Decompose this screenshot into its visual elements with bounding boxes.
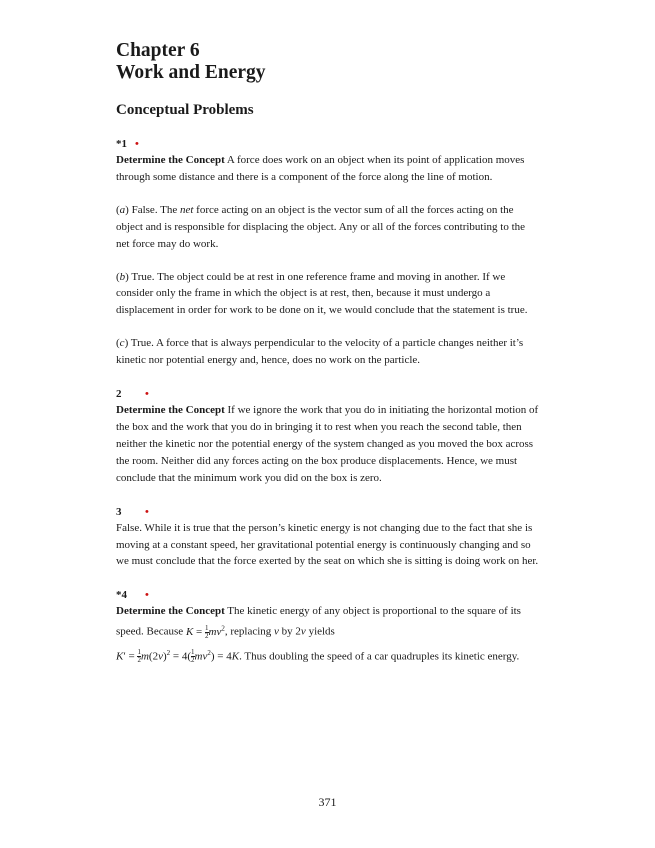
problem-paragraph: (a) False. The net force acting on an object is the vector sum of all the forces acting on the object and is responsible for displacing the object. Any or all of the forces contributing to the net force may do work.: [116, 203, 526, 250]
chapter-number: Chapter 6: [116, 40, 200, 61]
problem-paragraph: (b) True. The object could be at rest in one reference frame and moving in another. If we consider only the frame in which the object is at rest, then, because it must undergo a displacement in order for work to be done on it, we would conclude that the statement is true.: [116, 270, 528, 317]
problem-2: [116, 386, 540, 487]
section-title: Conceptual Problems: [116, 102, 254, 118]
problem-number: 2 •: [116, 388, 149, 401]
problem-paragraph: Determine the Concept If we ignore the work that you do in initiating the horizontal motion of the box and the work that you do in bringing it to rest when you reach the second table, then neither the kinetic nor the potential energy of the system changed as you moved the box across the room. Neither did any forces acting on the box produce displacements. Hence, we must conclude that the minimum work you did on the box is zero.: [116, 404, 539, 484]
difficulty-dot-icon: •: [135, 138, 139, 150]
difficulty-dot-icon: •: [145, 388, 149, 401]
problem-paragraph: Determine the Concept A force does work on an object when its point of application moves through some distance and there is a component of the force along the line of motion.: [116, 154, 525, 183]
page-number: 371: [318, 795, 337, 809]
difficulty-dot-icon: •: [145, 589, 149, 602]
kinetic-energy-formula: K = $\frac{1}{2}$ $mv^2$: [185, 623, 225, 640]
problem-3: [116, 504, 540, 571]
problem-paragraph: False. While it is true that the person’s kinetic energy is not changing due to the fact that she is moving at a constant speed, her gravitational potential energy is continuously changing and so we must conclude that the force exerted by the seat on which she is sitting is doing work on her.: [116, 521, 539, 568]
document-page: [116, 40, 540, 666]
problem-paragraph: (c) True. A force that is always perpendicular to the velocity of a particle changes neither it’s kinetic nor potential energy and, hence, does no work on the particle.: [116, 337, 524, 367]
problem-4: [116, 587, 540, 666]
problem-number: 3 •: [116, 505, 149, 518]
problem-1: [116, 136, 540, 369]
problem-number: *4 •: [116, 589, 149, 602]
problem-paragraph: Determine the Concept The kinetic energy of any object is proportional to the square of its speed. Because K = $\frac{1}{2}$ $mv^2$, replacing v by 2v yields: [116, 605, 521, 640]
chapter-name: Work and Energy: [116, 62, 266, 83]
difficulty-dot-icon: •: [145, 505, 149, 518]
doubled-speed-equation: K′ = $\frac{1}{2}$ $m(2v)^2 = 4$( $\frac{1}{2}$ $mv^2) = 4K$. Thus doubling the speed of a car quadruples its kinetic energy.: [116, 648, 520, 665]
chapter-title: [116, 40, 540, 84]
problem-number: *1 •: [116, 138, 139, 150]
